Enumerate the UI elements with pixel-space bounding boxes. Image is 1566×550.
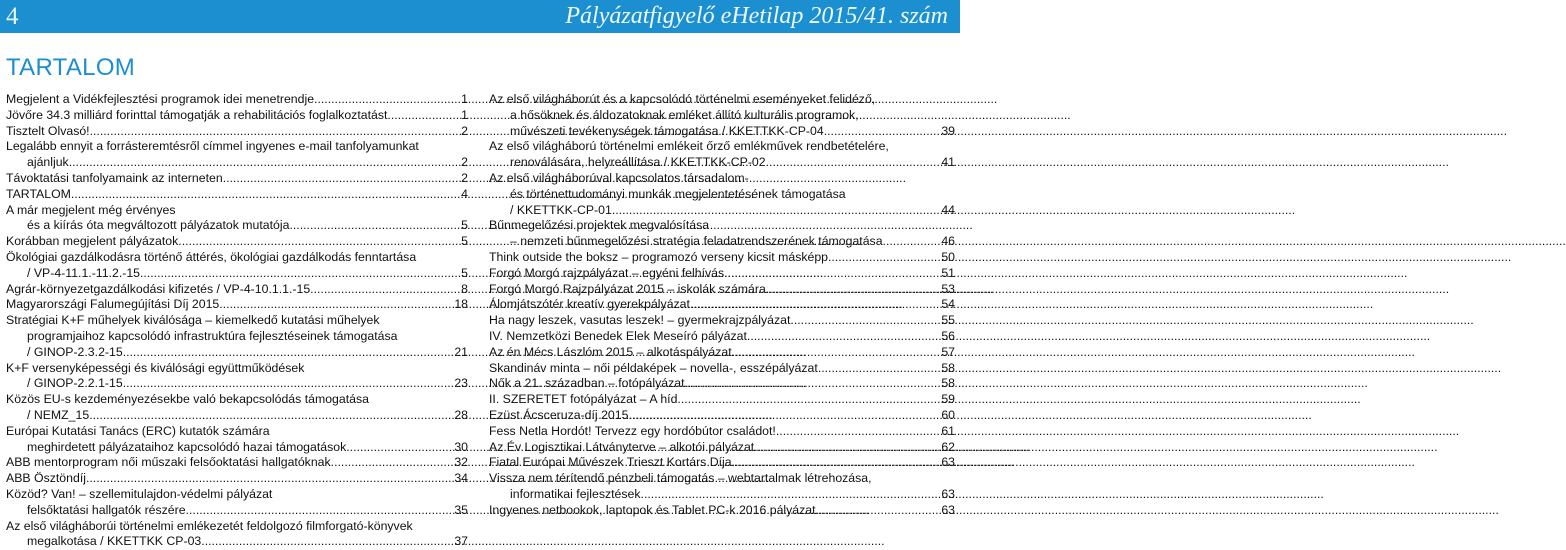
- toc-entry[interactable]: [489, 266, 955, 282]
- toc-entry-text: Jövőre 34.3 milliárd forinttal támogatják a rehabilitációs foglalkoztatást: [6, 107, 388, 122]
- toc-leader-dots: [289, 218, 460, 234]
- toc-left-column: [6, 92, 468, 550]
- toc-entry[interactable]: [489, 345, 955, 361]
- toc-entry[interactable]: [489, 282, 955, 298]
- toc-page-number: 5: [461, 234, 468, 249]
- toc-leader-dots: [818, 361, 941, 377]
- toc-entry-text: és a kiírás óta megváltozott pályázatok mutatója: [27, 218, 290, 233]
- toc-page-number: 18: [454, 297, 468, 312]
- toc-entry-text: Stratégiai K+F műhelyek kiválósága – kiemelkedő kutatási műhelyek: [6, 313, 380, 328]
- toc-leader-dots: [766, 282, 941, 298]
- toc-leader-dots: [766, 155, 941, 171]
- toc-entry-text: IV. Nemzetközi Benedek Elek Meseíró pályázat: [489, 328, 747, 343]
- toc-leader-dots: [387, 108, 460, 124]
- toc-entry-text: K+F versenyképességi és kiválósági együttműködések: [6, 360, 305, 375]
- toc-entry[interactable]: [6, 203, 468, 235]
- toc-entry[interactable]: [6, 139, 468, 171]
- toc-entry[interactable]: [489, 503, 955, 519]
- toc-entry-text: programjaihoz kapcsolódó infrastruktúra fejlesztéseinek támogatása: [27, 328, 398, 343]
- toc-entry-text: Európai Kutatási Tanács (ERC) kutatók számára: [6, 423, 270, 438]
- toc-entry-text: Távoktatási tanfolyamaink az interneten: [6, 170, 223, 185]
- toc-entry[interactable]: [489, 329, 955, 345]
- toc-leader-dots: [310, 282, 460, 298]
- toc-entry-text: Vissza nem térítendő pénzbeli támogatás – webtartalmak létrehozása,: [489, 471, 872, 486]
- toc-leader-dots: [816, 503, 941, 519]
- toc-entry[interactable]: [489, 424, 955, 440]
- toc-leader-dots: [178, 234, 460, 250]
- toc-entry-text: – nemzeti bűnmegelőzési stratégia feladatrendszerének támogatása: [510, 234, 883, 249]
- toc-page-number: 21: [454, 344, 468, 359]
- toc-entry[interactable]: [489, 297, 955, 313]
- toc-page-number: 44: [941, 202, 955, 217]
- toc-leader-dots: [123, 376, 454, 392]
- toc-page-number: 23: [454, 376, 468, 391]
- toc-page-number: 50: [941, 249, 955, 264]
- toc-leader-dots: [69, 155, 460, 171]
- toc-page-number: 58: [941, 360, 955, 375]
- toc-entry-text: Legalább ennyit a forrásteremtésről címmel ingyenes e-mail tanfolyamunkat: [6, 139, 419, 154]
- page-number: 4: [6, 3, 19, 30]
- toc-entry-text: művészeti tevékenységek támogatása / KKETTKK-CP-04: [510, 123, 824, 138]
- toc-leader-dots: [86, 471, 453, 487]
- toc-page-number: 8: [461, 281, 468, 296]
- toc-page-number: 62: [941, 439, 955, 454]
- toc-leader-dots: [790, 313, 940, 329]
- toc-entry[interactable]: [6, 471, 468, 487]
- toc-entry-text: Az első világháborúval kapcsolatos társadalom-: [489, 170, 749, 185]
- toc-entry[interactable]: [6, 424, 468, 456]
- toc-entry[interactable]: [6, 297, 468, 313]
- toc-entry-text: TARTALOM: [6, 186, 71, 201]
- toc-leader-dots: [628, 408, 940, 424]
- toc-page-number: 51: [941, 265, 955, 280]
- toc-leader-dots: [90, 124, 461, 140]
- toc-leader-dots: [140, 266, 460, 282]
- toc-page-number: 63: [941, 455, 955, 470]
- toc-leader-dots: [685, 376, 941, 392]
- toc-page-number: 34: [454, 471, 468, 486]
- toc-page-number: 2: [461, 155, 468, 170]
- toc-entry-text: Az első világháborút és a kapcsolódó történelmi eseményeket felidéző,: [489, 92, 876, 106]
- toc-entry[interactable]: [6, 282, 468, 298]
- page-header: [0, 0, 960, 33]
- toc-entry[interactable]: [6, 124, 468, 140]
- toc-entry-text: Ha nagy leszek, vasutas leszek! – gyermekrajzpályázat: [489, 313, 791, 328]
- toc-page-number: 5: [461, 265, 468, 280]
- toc-leader-dots: [201, 534, 453, 550]
- toc-leader-dots: [71, 187, 460, 203]
- toc-entry-text: Az első világháborúi történelmi emlékezetét feldolgozó filmforgató-könyvek: [6, 518, 413, 533]
- toc-page-number: 30: [454, 439, 468, 454]
- toc-leader-dots: [331, 455, 454, 471]
- toc-entry-text: Think outside the boksz – programozó verseny kicsit másképp: [489, 249, 829, 264]
- toc-leader-dots: [724, 266, 940, 282]
- toc-entry[interactable]: [489, 408, 955, 424]
- toc-page-number: 58: [941, 376, 955, 391]
- toc-entry-text: Forgó Morgó rajzpályázat – egyéni felhívás: [489, 265, 725, 280]
- toc-entry-text: Nők a 21. században – fotópályázat: [489, 376, 685, 391]
- toc-entry-text: Magyarországi Falumegújítási Díj 2015: [6, 297, 220, 312]
- toc-leader-dots: [89, 408, 453, 424]
- toc-page-number: 60: [941, 407, 955, 422]
- toc-entry-text: Álomjátszótér kreatív gyerekpályázat: [489, 297, 690, 312]
- toc-entry[interactable]: [489, 250, 955, 266]
- toc-entry-text: ABB Ösztöndíj: [6, 471, 86, 486]
- toc-entry-text: Ezüst Ácsceruza-díj 2015: [489, 407, 629, 422]
- toc-entry[interactable]: [6, 234, 468, 250]
- toc-entry[interactable]: [489, 376, 955, 392]
- toc-leader-dots: [754, 440, 940, 456]
- toc-leader-dots: [732, 455, 941, 471]
- toc-page-number: 57: [941, 344, 955, 359]
- toc-entry[interactable]: [6, 92, 468, 108]
- toc-leader-dots: [612, 203, 940, 219]
- toc-entry[interactable]: [489, 440, 955, 456]
- toc-entry-text: megalkotása / KKETTKK CP-03: [27, 534, 202, 549]
- toc-entry[interactable]: [489, 361, 955, 377]
- toc-leader-dots: [346, 440, 453, 456]
- toc-page-number: 2: [461, 123, 468, 138]
- toc-page-number: 63: [941, 502, 955, 517]
- toc-entry-text: és történettudományi munkák megjelentetésének támogatása: [510, 186, 846, 201]
- toc-page-number: 54: [941, 297, 955, 312]
- toc-entry-text: A már megjelent még érvényes: [6, 202, 176, 217]
- toc-entry-text: informatikai fejlesztések: [510, 486, 641, 501]
- toc-entry-text: Az én Mécs Lászlóm 2015 – alkotáspályázat: [489, 344, 732, 359]
- toc-page-number: 2: [461, 170, 468, 185]
- toc-entry-text: Agrár-környezetgazdálkodási kifizetés / VP-4-10.1.1.-15: [6, 281, 311, 296]
- toc-entry-text: / NEMZ_15: [27, 407, 90, 422]
- toc-entry[interactable]: [489, 471, 955, 503]
- toc-entry-text: / KKETTKK-CP-01: [510, 202, 612, 217]
- toc-leader-dots: [314, 92, 460, 108]
- toc-entry[interactable]: [6, 313, 468, 360]
- toc-leader-dots: [747, 329, 940, 345]
- toc-entry-text: / GINOP-2.3.2-15: [27, 344, 123, 359]
- toc-entry-text: II. SZERETET fotópályázat – A híd: [489, 392, 678, 407]
- toc-page-number: 37: [454, 534, 468, 549]
- toc-leader-dots: [883, 234, 941, 250]
- toc-entry[interactable]: [489, 139, 955, 171]
- toc-leader-dots: [732, 345, 941, 361]
- toc-entry-text: Az Év Logisztikai Látványterve – alkotói pályázat: [489, 439, 755, 454]
- toc-entry-text: Közöd? Van! – szellemitulajdon-védelmi pályázat: [6, 486, 273, 501]
- toc-leader-dots: [828, 250, 940, 266]
- toc-entry-text: Fess Netla Hordót! Tervezz egy hordóbútor családot!: [489, 423, 776, 438]
- toc-entry-text: felsőktatási hallgatók részére: [27, 502, 186, 517]
- toc-entry-text: renoválására, helyreállítása / KKETTKK-CP-02: [510, 155, 766, 170]
- toc-entry-text: Ökológiai gazdálkodásra történő áttérés, ökológiai gazdálkodás fenntartása: [6, 249, 417, 264]
- toc-entry[interactable]: [6, 519, 468, 550]
- toc-entry-text: Ingyenes netbookok, laptopok és Tablet PC-k 2016 pályázat: [489, 502, 816, 517]
- toc-page-number: 63: [941, 486, 955, 501]
- toc-page-number: 35: [454, 502, 468, 517]
- toc-entry-text: ajánljuk: [27, 155, 69, 170]
- toc-entry-text: Tisztelt Olvasó!: [6, 123, 90, 138]
- toc-entry[interactable]: [6, 187, 468, 203]
- toc-entry[interactable]: [489, 92, 955, 139]
- toc-heading: TARTALOM: [6, 54, 136, 81]
- toc-leader-dots: [677, 392, 940, 408]
- toc-page-number: 56: [941, 328, 955, 343]
- toc-entry-text: a hősöknek és áldozatoknak emléket állító kulturális programok,: [510, 107, 859, 122]
- toc-leader-dots: [824, 124, 941, 140]
- toc-entry[interactable]: [489, 392, 955, 408]
- toc-right-column: [489, 92, 955, 519]
- toc-entry[interactable]: [6, 108, 468, 124]
- toc-page-number: 61: [941, 423, 955, 438]
- toc-entry-text: / VP-4-11.1.-11.2.-15: [27, 265, 141, 280]
- toc-entry-text: / GINOP-2.2.1-15: [27, 376, 123, 391]
- toc-page-number: 46: [941, 234, 955, 249]
- toc-entry[interactable]: [6, 250, 468, 282]
- toc-page-number: 32: [454, 455, 468, 470]
- toc-page-number: 28: [454, 407, 468, 422]
- toc-entry-text: Korábban megjelent pályázatok: [6, 234, 179, 249]
- toc-leader-dots: [123, 345, 454, 361]
- toc-leader-dots: [223, 171, 460, 187]
- toc-entry-text: Skandináv minta – női példaképek – novella-, esszépályázat: [489, 360, 818, 375]
- toc-entry[interactable]: [6, 487, 468, 519]
- toc-page-number: 5: [461, 218, 468, 233]
- toc-entry[interactable]: [489, 171, 955, 218]
- toc-entry-text: Megjelent a Vidékfejlesztési programok idei menetrendje: [6, 92, 315, 106]
- toc-entry-text: Fiatal Európai Művészek Trieszt Kortárs Díja: [489, 455, 732, 470]
- toc-entry-text: ABB mentorprogram női műszaki felsőoktatási hallgatóknak: [6, 455, 331, 470]
- publication-title: Pályázatfigyelő eHetilap 2015/41. szám: [565, 3, 948, 29]
- toc-entry[interactable]: [6, 455, 468, 471]
- toc-page-number: 4: [461, 186, 468, 201]
- toc-page-number: 55: [941, 313, 955, 328]
- toc-entry[interactable]: [489, 455, 955, 471]
- toc-page-number: 53: [941, 281, 955, 296]
- toc-page-number: 39: [941, 123, 955, 138]
- toc-page-number: 59: [941, 392, 955, 407]
- toc-page-number: 1: [461, 107, 468, 122]
- toc-entry-text: Bűnmegelőzési projektek megvalósítása: [489, 218, 710, 233]
- toc-entry-text: Forgó Morgó Rajzpályázat 2015 – iskolák számára: [489, 281, 766, 296]
- toc-leader-dots: [776, 424, 940, 440]
- toc-entry[interactable]: [6, 361, 468, 393]
- toc-entry[interactable]: [489, 218, 955, 250]
- toc-entry[interactable]: [489, 313, 955, 329]
- toc-entry[interactable]: [6, 171, 468, 187]
- toc-leader-dots: [641, 487, 941, 503]
- toc-entry-text: Közös EU-s kezdeményezésekbe való bekapcsolódás támogatása: [6, 392, 369, 407]
- toc-page-number: 1: [461, 92, 468, 106]
- toc-leader-dots: [186, 503, 454, 519]
- toc-entry[interactable]: [6, 392, 468, 424]
- toc-entry-text: Az első világháború történelmi emlékeit őrző emlékművek rendbetételére,: [489, 139, 889, 154]
- toc-entry-text: meghirdetett pályázataihoz kapcsolódó hazai támogatások: [27, 439, 347, 454]
- toc-leader-dots: [690, 297, 940, 313]
- toc-leader-dots: [219, 297, 453, 313]
- toc-page-number: 41: [941, 155, 955, 170]
